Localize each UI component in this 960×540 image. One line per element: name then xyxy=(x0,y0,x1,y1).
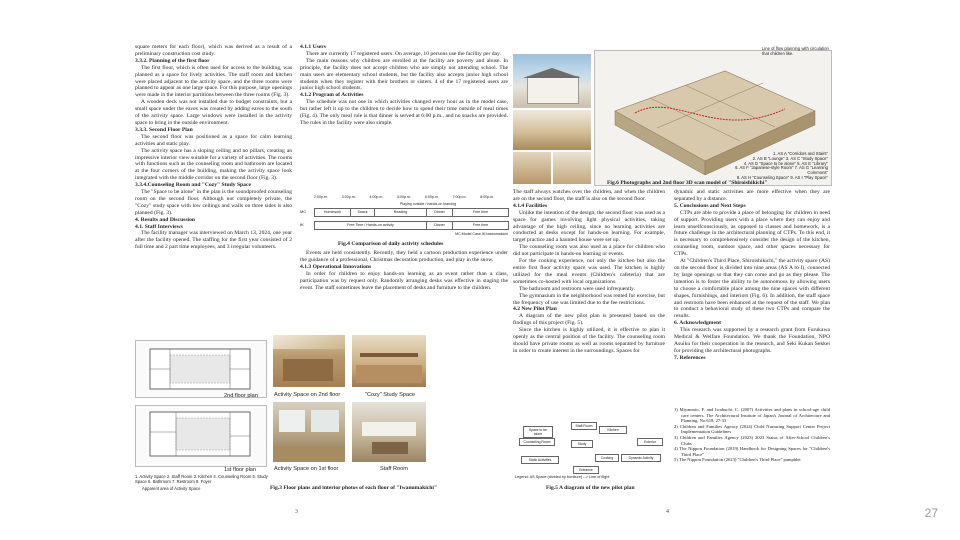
paragraph: square meters for each floor), which was derived as a result of a preliminary construction cost study. xyxy=(135,44,292,57)
fig5-box-study: Study xyxy=(571,440,593,448)
fig5-box-cooking: Cooking xyxy=(595,454,619,462)
fig6-legend-line: 2. AS B "Lounge" 3. AS C "Study Space" xyxy=(752,155,828,161)
paragraph: There are currently 17 registered users. On average, 10 persons use the facility per day. xyxy=(306,50,501,57)
fig4-activity-block: Snack xyxy=(350,208,375,217)
fig5-box-staff: Staff Room xyxy=(571,422,597,430)
floor-plan-1st-drawing xyxy=(136,406,266,466)
right-column-1 xyxy=(513,189,665,355)
section-heading: 6. Acknowledgment xyxy=(674,320,721,327)
floor1-label: 1st floor plan xyxy=(224,467,257,473)
fig4-legend: MC:Model Case IK:Iwanumakichi xyxy=(455,232,508,236)
section-heading: 4.1.1 Users xyxy=(300,44,326,50)
section-heading: 4.1. Staff Interviews xyxy=(135,223,183,230)
fig6-caption: Fig.6 Photographs and 2nd floor 3D scan model of "Shiroishikichi" xyxy=(607,180,768,186)
photo-staff-room xyxy=(352,402,426,462)
fig4-header-note: Playing outside / hands-on learning xyxy=(400,202,457,206)
paragraph: The activity space has a sloping ceiling and no pillars, creating an impressive interior view suitable for a variety of activities. The rooms with functions such as the counseling room and bathroom are located at the four corners of the building, making the activity space look integrated with the middle corridor on the second floor (Fig. 3). xyxy=(135,147,292,182)
fig6-note: Line of flow planning with circulation that children like. xyxy=(762,46,829,56)
fig4-activity-block: Reading xyxy=(374,208,427,217)
photo-activity-1st xyxy=(273,402,345,462)
paragraph: The schedule was not one in which activities changed every hour as in the model case, but rather left it up to the children to decide how to spend their time outside of meal times (Fig. 4). The only meal rule is that dinner is served at 6:00 p.m., and no snacks are provided. The rules in the facility were also simple. xyxy=(300,99,508,126)
paragraph: This research was supported by a research grant from Furukawa Medical & Welfare Foundation. We thank the Foundation, NPO Asuiku for their cooperation in the research, and Seki Kukan Sekkei for providing the architectural photographs. xyxy=(674,327,830,354)
fig4-activity-block: Free Time / Hands-on activity xyxy=(314,221,427,230)
paragraph: The bathroom and restroom were used infrequently. xyxy=(519,285,635,292)
fig5-box-alone: Space to be alone xyxy=(523,426,553,438)
fig4-time-label: 4:00p.m. xyxy=(369,195,384,199)
fig4-time-label: 2:00p.m. xyxy=(314,195,328,199)
paragraph: Unlike the intention of the design, the second floor was used as a space for games involving light physical activities, taking advantage of the high ceiling, since no learning activities are conducted at desks except for hands-on learning. For example, target practice and a haunted house were set up. xyxy=(513,209,665,244)
cozy-label: "Cozy" Study Space xyxy=(365,392,415,398)
section-heading: 4.1.2 Program of Activities xyxy=(300,92,364,99)
section-heading: 3.3.4.Counseling Room and "Cozy" Study Space xyxy=(135,182,251,189)
paragraph: The second floor was positioned as a space for calm learning activities and static play. xyxy=(135,133,292,147)
fig4-time-label: 8:00p.m. xyxy=(480,195,495,199)
fig4-activity-block: Free time xyxy=(452,208,509,217)
section-heading: 4. Results and Discussion xyxy=(135,216,195,223)
fig5-box-entrance: Entrance xyxy=(573,466,599,474)
photo-activity-2nd xyxy=(273,335,345,387)
fig5-caption: Fig.5 A diagram of the new pilot plan xyxy=(546,485,635,491)
fig6-legend-line: 8. AS H "Counseling Space" 9. AS I "Play Space" xyxy=(736,174,828,180)
floor-plan-2nd xyxy=(135,340,267,398)
fig5-legend: Legend: AS Space (divided by furniture) --> Line of flight xyxy=(515,475,610,479)
photo-interior-1 xyxy=(513,110,591,150)
reference-item: 4) The Nippon Foundation (2019) Handbook for Designing Spaces for "Children's Third Place" xyxy=(674,446,830,457)
fig5-diagram xyxy=(513,420,665,482)
fig4-schedule-chart xyxy=(300,195,508,243)
page-number-left: 3 xyxy=(295,509,298,515)
floor-plan-1st xyxy=(135,405,267,467)
paragraph: A diagram of the new pilot plan is presented based on the findings of this project (Fig. 5). xyxy=(513,313,665,327)
references-list xyxy=(674,407,830,463)
fig4-caption: Fig.4 Comparison of daily activity schedules xyxy=(338,241,444,247)
section-heading: 4.1.4 Facilities xyxy=(513,202,548,209)
fig4-activity-block: Free time xyxy=(452,221,509,230)
fig4-activity-block: Dinner xyxy=(426,221,453,230)
fig4-activity-block: Dinner xyxy=(426,208,453,217)
fig6-legend-line: 4. AS D "Space to be alone" 5. AS E "Library" xyxy=(743,160,828,166)
floor-plan-2nd-drawing xyxy=(136,341,266,397)
fig5-box-counseling: Counseling Room xyxy=(519,438,555,446)
fig5-box-exterior: Exterior xyxy=(637,438,663,446)
reference-item: 3) Children and Families Agency (2023) 2023 Status of After-School Children's Clubs xyxy=(674,434,830,446)
paragraph: In order for children to enjoy hands-on learning as an event rather than a class, participation was by request only. Randomly arranging desks was effective in staging the event. The staff sometimes leave the placement of desks and furniture to the children. xyxy=(300,270,508,291)
section-heading: 3.3.3. Second Floor Plan xyxy=(135,126,193,133)
section-heading: 7. References xyxy=(674,354,706,361)
paragraph: CTPs are able to provide a place of belonging for children in need of support. Providing users with a place where they can enjoy and learn unselfconsciously, as opposed to classes and homework, is a future challenge in the architectural planning of CTPs. To this end, it is necessary to comprehensively consider the design of the kitchen, counseling room, outdoor space, and other spaces necessary for CTPs. xyxy=(674,209,830,258)
photo-interior-3 xyxy=(553,152,591,184)
right-column-2 xyxy=(674,189,830,362)
photo-interior-2 xyxy=(513,152,551,184)
paragraph: The main reasons why children are enrolled at the facility are poverty and abuse. In principle, the facility does not accept children who are simply not attending school. The main users are elementary school students, but the facility also accepts junior high school students when they register with their brothers or sisters. 4 of the 17 registered users are junior high school students. xyxy=(300,57,508,92)
section-heading: 5. Conclusions and Next Steps xyxy=(674,202,746,209)
fig4-time-label: 7:00p.m. xyxy=(452,195,467,199)
fig6-legend-line: 6. AS F "Japanese-style Room" 7. AS G "Learning Commons" xyxy=(735,165,828,176)
fig6-legend xyxy=(716,152,828,181)
reference-item: 2) Children and Families Agency (2024) Child Nurturing Support Center Project Implementation Guidelines xyxy=(674,423,830,435)
paragraph: The first floor, which is often used for access to the building, was planned as a space for lively activities. The staff room and kitchen were placed adjacent to the activity space, and the three rooms were planned to appear as one large space. For this purpose, large openings were made in the interior partitions between the three rooms (Fig. 3). xyxy=(135,64,292,99)
paragraph: The counseling room was also used as a place for children who did not participate in hands-on learning or events. xyxy=(513,244,665,258)
fig4-activity-block: Homework xyxy=(314,208,351,217)
paragraph: The "Space to be alone" in the plan is the soundproofed counseling room on the second floor. Although not completely private, the "Cozy" study space with low ceilings and walls on three sides is also planned (Fig. 3). xyxy=(135,189,292,216)
fig5-box-dynamic: Dynamic Activity xyxy=(621,454,661,462)
paragraph: For the cooking experience, not only the kitchen but also the entire first floor activity space was used. The kitchen is highly utilized for the meal events (Children's cafeteria) that are sometimes co-hosted with local organizations. xyxy=(513,258,665,285)
paragraph: Since the kitchen is highly utilized, it is effective to plan it openly as the central position of the facility. The counseling room should have private rooms as well as rooms separated by furniture in order to create interest in the surroundings. Spaces for xyxy=(513,327,665,354)
paragraph: The staff always watches over the children, and when the children are on the second floor, the staff is also on the second floor. xyxy=(513,189,665,202)
fig3-legend-2: Apparent area of Activity Space xyxy=(142,486,201,491)
fig4-row2-label: IK xyxy=(300,222,304,227)
section-heading: 3.3.2. Planning of the first floor xyxy=(135,57,210,64)
paragraph: Events are held consistently. Recently, they held a cartoon production experience under the guidance of a professional, Christmas decoration production, and play in the snow. xyxy=(300,250,508,263)
fig4-time-label: 3:00p.m. xyxy=(341,195,356,199)
paragraph: dynamic and static activities are more effective when they are separated by a distance. xyxy=(674,189,830,202)
staff-label: Staff Room xyxy=(380,466,408,472)
reference-item: 5) The Nippon Foundation (2023) "Children's Third Place" pamphlet xyxy=(674,457,801,463)
left-column-2 xyxy=(300,44,508,127)
fig5-box-kitchen: Kitchen xyxy=(599,426,627,434)
fig6-legend-line: 1. AS A "Corridors and Stairs" xyxy=(773,151,828,156)
photo-cozy-study xyxy=(352,335,426,387)
fig4-time-label: 6:00p.m. xyxy=(424,195,439,199)
act1-label: Activity Space on 1st floor xyxy=(274,466,339,472)
left-column-2b xyxy=(300,250,508,291)
fig4-row1-label: MC xyxy=(300,209,307,214)
paragraph: The facility manager was interviewed on March 13, 2024, one year after the facility opened. The staffing for the first year consisted of 2 full time and 2 part time employees, and 3 irregular volunteers. xyxy=(135,230,292,251)
floor2-label: 2nd floor plan xyxy=(224,393,258,399)
section-heading: 4.1.3 Operational Innovations xyxy=(300,263,372,270)
fig3-legend: 1. Activity Space 2. Staff Room 3. Kitchen 4. Counseling Room 5. Study Space 6. Bathroom 7. Restroom 8. Foyer xyxy=(135,474,268,484)
fig5-box-static: Static Activities xyxy=(521,456,559,464)
page-number-right: 4 xyxy=(666,509,669,515)
left-column-1 xyxy=(135,44,292,251)
paragraph: The gymnasium in the neighborhood was rented for exercise, but the frequency of use was limited due to the fee restrictions. xyxy=(513,292,665,306)
paragraph: At "Children's Third Place, Shiroishikichi," the activity space (AS) on the second floor is divided into nine areas (AS A to I), connected by large openings so that they can come and go as they please. The intention is to foster the ability to be autonomous by allowing users to choose a comfortable place among the nine spaces with different shapes, furnishings, and interiors (Fig. 6). In addition, the staff space and restroom have been enhanced at the request of the staff. We plan to conduct a behavioral study of these two CTPs and compare the results. xyxy=(674,258,830,320)
section-heading: 4.2 New Pilot Plan xyxy=(513,306,557,313)
reference-item: 1) Miyamoto, F. and Iwabuchi, C. (2007) Activities and plans in school-age child care centers. The Architectural Institute of Japan's Journal of Architecture and Planning, No.618, 27-33 xyxy=(674,407,830,424)
slide-number: 27 xyxy=(924,506,938,520)
act2-label: Activity Space on 2nd floor xyxy=(274,392,341,398)
fig4-time-label: 5:00p.m. xyxy=(397,195,412,199)
fig3-caption: Fig.3 Floor plans and interior photos of each floor of "Iwanumakichi" xyxy=(270,485,438,491)
paragraph: A wooden deck was not installed due to budget constraints, but a small space under the eaves was created by adding eaves to the south of the activity space. Large windows were installed in the activity space to bring in the outside environment. xyxy=(135,99,292,126)
photo-building-exterior xyxy=(513,54,591,108)
